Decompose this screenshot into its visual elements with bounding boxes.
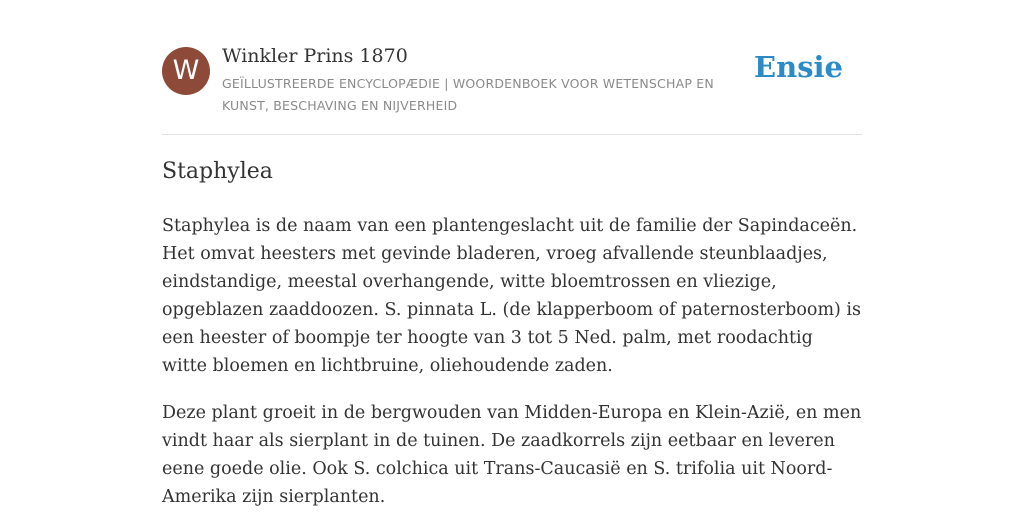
entry-paragraph-1: Staphylea is de naam van een plantengeslacht uit de familie der Sapindaceën. Het omvat heesters met gevinde bladeren, vroeg afvallende steunblaadjes, eindstandige, meestal overhangende, witte bloemtrossen en vliezige, opgeblazen zaaddoozen. S. pinnata L. (de klapperboom of paternosterboom) is een heester of boompje ter hoogte van 3 tot 5 Ned. palm, met roodachtig witte bloemen en lichtbruine, oliehoudende zaden. (162, 216, 862, 376)
entry-paragraph-2: Deze plant groeit in de bergwouden van Midden-Europa en Klein-Azië, en men vindt haar als sierplant in de tuinen. De zaadkorrels zijn eetbaar en leveren eene goede olie. Ook S. colchica uit Trans-Caucasië en S. trifolia uit Noord-Amerika zijn sierplanten. (162, 403, 862, 507)
source-avatar[interactable]: W (162, 47, 210, 95)
source-title[interactable]: Winkler Prins 1870 (222, 45, 408, 67)
ensie-logo[interactable]: Ensie (754, 50, 843, 84)
page (162, 0, 862, 507)
entry-title: Staphylea (162, 159, 273, 184)
header (162, 0, 862, 135)
source-subtitle: GEÏLLUSTREERDE ENCYCLOPÆDIE | WOORDENBOEK VOOR WETENSCHAP EN KUNST, BESCHAVING EN NIJVERHEID (222, 76, 714, 113)
